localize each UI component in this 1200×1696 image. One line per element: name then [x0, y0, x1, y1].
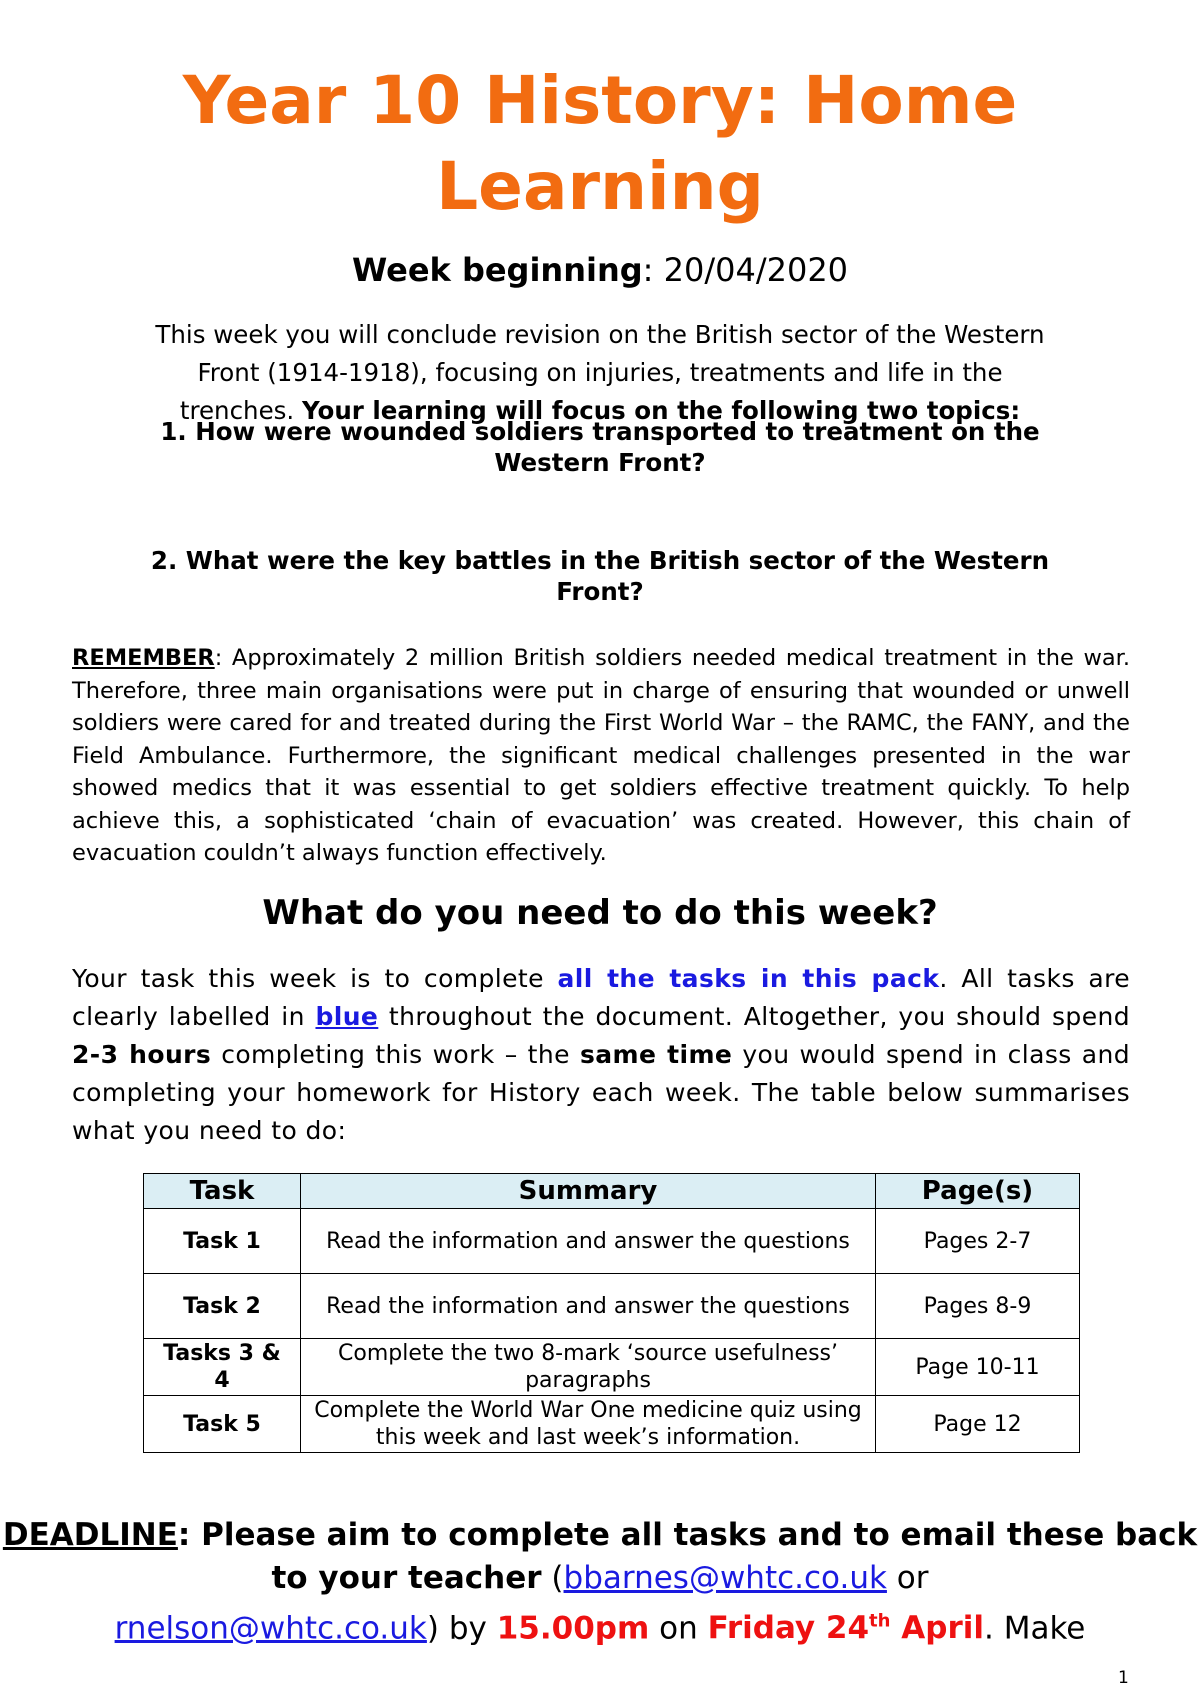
- remember-paragraph: REMEMBER: Approximately 2 million British soldiers needed medical treatment in the war. Therefore, three main organisations were put in charge of ensuring that wounded or unwell soldiers were cared for and treated during the First World War – the RAMC, the FANY, and the Field Ambulance. Furthermore, the significant medical challenges presented in the war showed medics that it was essential to get soldiers effective treatment quickly. To help achieve this, a sophisticated ‘chain of evacuation’ was created. However, this chain of evacuation couldn’t always function effectively.: [72, 645, 1130, 866]
- table-row: [144, 1209, 1080, 1274]
- intro-focus: Your learning will focus on the following two topics:: [302, 396, 1021, 425]
- page-number: 1: [1118, 1668, 1129, 1688]
- all-tasks-highlight: all the tasks in this pack: [557, 964, 940, 993]
- week-date: 20/04/2020: [663, 251, 849, 289]
- page-title: [0, 58, 1200, 230]
- email-link-bbarnes[interactable]: bbarnes@whtc.co.uk: [563, 1560, 887, 1596]
- table-header-row: [144, 1174, 1080, 1209]
- blue-highlight: blue: [315, 1002, 379, 1031]
- header-pages: Page(s): [876, 1174, 1080, 1209]
- deadline-paragraph: DEADLINE: Please aim to complete all tasks and to email these back to your teacher (bbarnes@whtc.co.uk or rnelson@whtc.co.uk) by 15.00pm on Friday 24th April. Make: [2, 1517, 1198, 1647]
- email-link-rnelson[interactable]: rnelson@whtc.co.uk: [114, 1610, 427, 1647]
- intro-paragraph: This week you will conclude revision on the British sector of the Western Front (1914-1918), focusing on injuries, treatments and life in the trenches. Your learning will focus on the following two topics:: [155, 320, 1045, 425]
- task-summary-table: [143, 1173, 1080, 1453]
- topic-question-1: 1. How were wounded soldiers transported to treatment on the Western Front?: [160, 417, 1040, 477]
- table-row: [144, 1396, 1080, 1453]
- header-summary: Summary: [301, 1174, 876, 1209]
- table-row: [144, 1339, 1080, 1396]
- task-cell: Task 2: [144, 1274, 301, 1339]
- topic-question-2: 2. What were the key battles in the British sector of the Western Front?: [150, 546, 1050, 606]
- pages-cell: Pages 2-7: [876, 1209, 1080, 1274]
- summary-cell: Complete the two 8-mark ‘source usefulness’ paragraphs: [301, 1339, 876, 1396]
- task-cell: Task 1: [144, 1209, 301, 1274]
- pages-cell: Pages 8-9: [876, 1274, 1080, 1339]
- title-line-2: Learning: [436, 148, 764, 225]
- pages-cell: Page 12: [876, 1396, 1080, 1453]
- title-line-1: Year 10 History: Home: [182, 62, 1018, 139]
- remember-label: REMEMBER: [72, 645, 215, 671]
- summary-cell: Read the information and answer the questions: [301, 1274, 876, 1339]
- task-cell: Task 5: [144, 1396, 301, 1453]
- table-row: [144, 1274, 1080, 1339]
- summary-cell: Read the information and answer the questions: [301, 1209, 876, 1274]
- section-heading: What do you need to do this week?: [262, 893, 938, 933]
- summary-cell: Complete the World War One medicine quiz using this week and last week’s information.: [301, 1396, 876, 1453]
- deadline-time: 15.00pm: [496, 1610, 650, 1647]
- task-instructions: Your task this week is to complete all the tasks in this pack. All tasks are clearly labelled in blue throughout the document. Altogether, you should spend 2-3 hours completing this work – the same time you would spend in class and completing your homework for History each week. The table below summarises what you need to do:: [72, 964, 1130, 1145]
- deadline-date: Friday 24th April: [707, 1610, 984, 1647]
- header-task: Task: [144, 1174, 301, 1209]
- deadline-label: DEADLINE: [2, 1517, 178, 1553]
- week-label: Week beginning: [351, 251, 643, 289]
- task-cell: Tasks 3 & 4: [144, 1339, 301, 1396]
- pages-cell: Page 10-11: [876, 1339, 1080, 1396]
- week-beginning: Week beginning: 20/04/2020: [351, 251, 849, 289]
